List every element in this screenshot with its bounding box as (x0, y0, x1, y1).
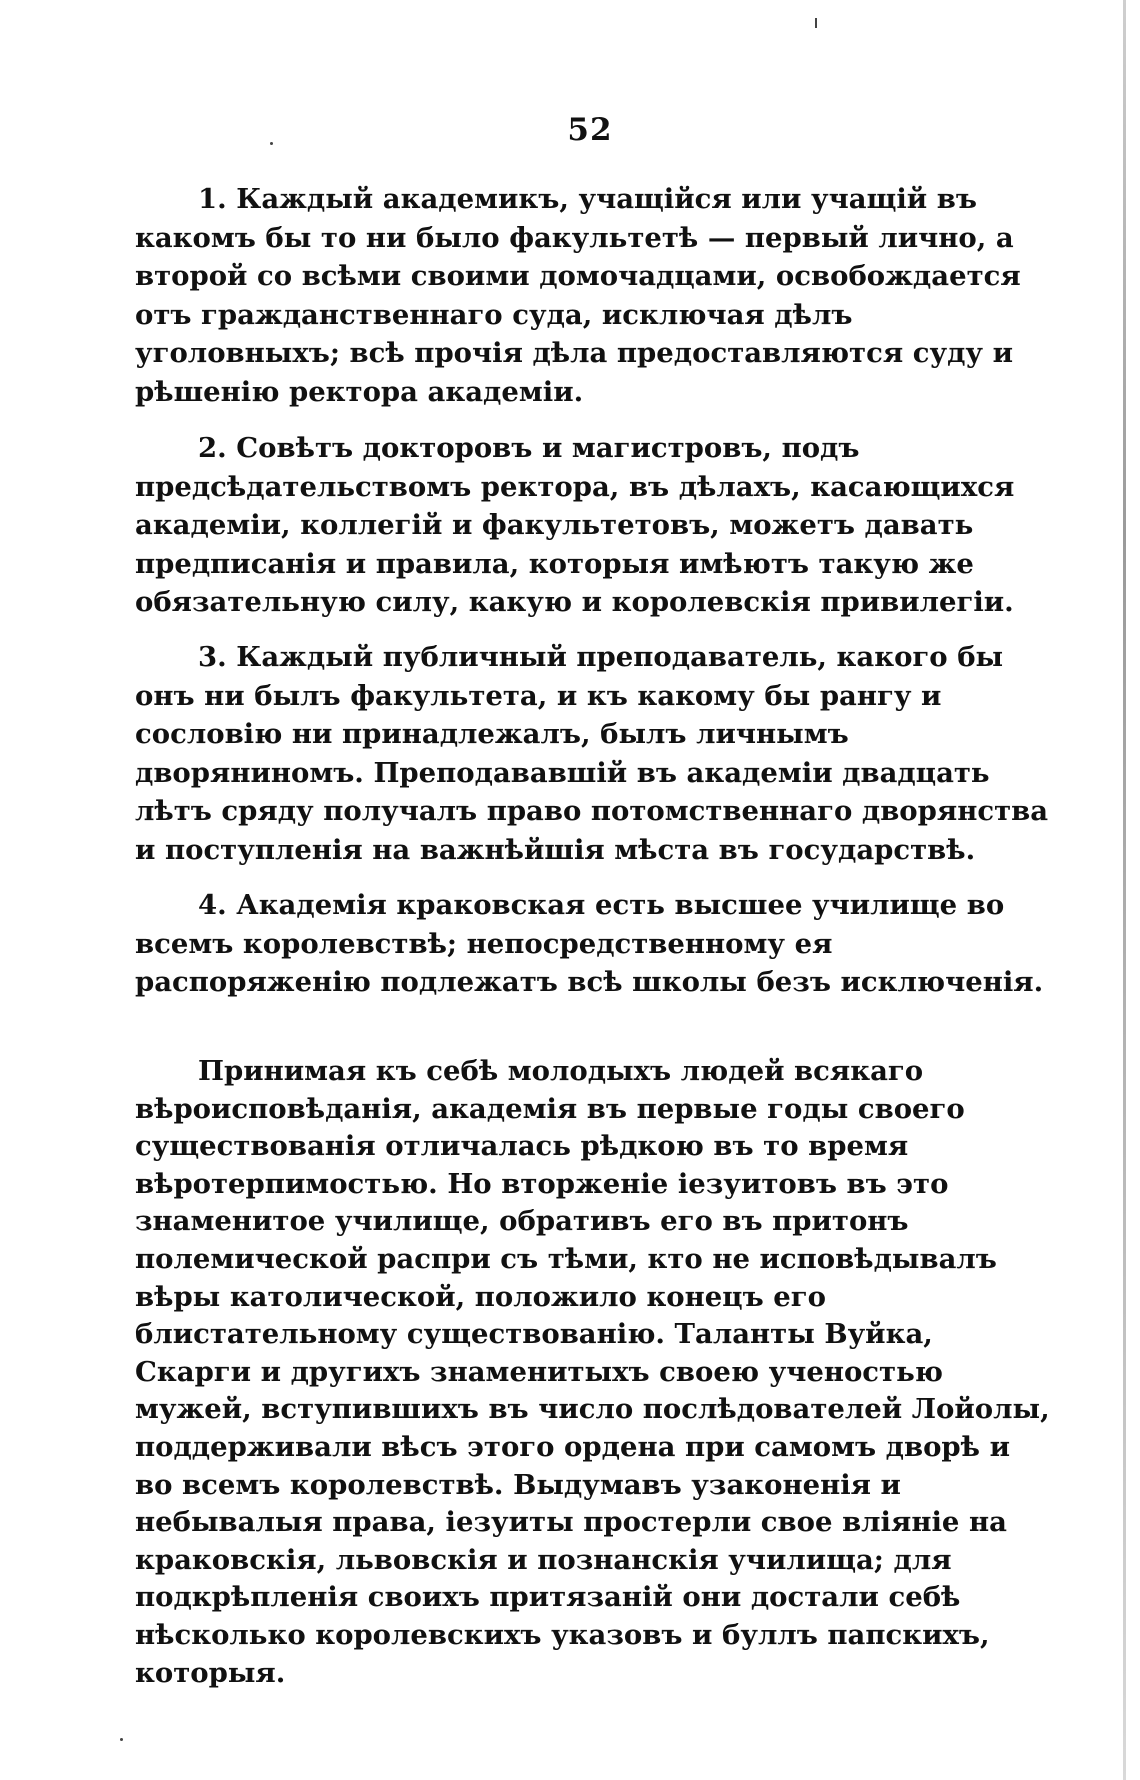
scan-page-edge (1123, 0, 1126, 1780)
paragraph-1-text: Каждый академикъ, учащійся или учащій въ какомъ бы то ни было факультетѣ — первый лично, а второй со всѣми своими домочадцами, освобождается отъ гражданственнаго суда, исключая дѣлъ уголовныхъ; всѣ прочія дѣла предоставляются суду и рѣшенію ректора академіи. (135, 183, 1021, 408)
paragraph-5 (135, 1053, 1050, 1692)
paragraph-4-text: Академія краковская есть высшее училище во всемъ королевствѣ; непосредственному ея распоряженію подлежатъ всѣ школы безъ исключенія. (135, 889, 1044, 999)
scan-speck (270, 142, 273, 145)
paragraph-4-number: 4. (198, 889, 227, 921)
paragraph-2-number: 2. (198, 432, 227, 464)
paragraph-3 (135, 638, 1050, 870)
paragraph-4 (135, 886, 1050, 1002)
paragraph-2 (135, 429, 1050, 622)
scan-mark (815, 18, 817, 28)
paragraph-1 (135, 180, 1050, 412)
page-number: 52 (567, 112, 613, 148)
paragraph-1-number: 1. (198, 183, 227, 215)
scan-speck (120, 1738, 123, 1741)
paragraph-3-number: 3. (198, 641, 227, 673)
paragraph-5-text: Принимая къ себѣ молодыхъ людей всякаго вѣроисповѣданія, академія въ первые годы своего существованія отличалась рѣдкою въ то время вѣротерпимостью. Но вторженіе іезуитовъ въ это знаменитое училище, обративъ его въ притонъ полемической распри съ тѣми, кто не исповѣдывалъ вѣры католической, положило конецъ его блистательному существованію. Таланты Вуйка, Скарги и другихъ знаменитыхъ своею ученостью мужей, вступившихъ въ число послѣдователей Лойолы, поддерживали вѣсъ этого ордена при самомъ дворѣ и во всемъ королевствѣ. Выдумавъ узаконенія и небывалыя права, іезуиты простерли свое вліяніе на краковскія, львовскія и познанскія училища; для подкрѣпленія своихъ притязаній они достали себѣ нѣсколько королевскихъ указовъ и буллъ папскихъ, которыя. (135, 1055, 1050, 1689)
paragraph-3-text: Каждый публичный преподаватель, какого бы онъ ни былъ факультета, и къ какому бы рангу и сословію ни принадлежалъ, былъ личнымъ дворяниномъ. Преподававшій въ академіи двадцать лѣтъ сряду получалъ право потомственнаго дворянства и поступленія на важнѣйшія мѣста въ государствѣ. (135, 641, 1049, 866)
paragraph-2-text: Совѣтъ докторовъ и магистровъ, подъ предсѣдательствомъ ректора, въ дѣлахъ, касающихся академіи, коллегій и факультетовъ, можетъ давать предписанія и правила, которыя имѣютъ такую же обязательную силу, какую и королевскія привилегіи. (135, 432, 1015, 619)
